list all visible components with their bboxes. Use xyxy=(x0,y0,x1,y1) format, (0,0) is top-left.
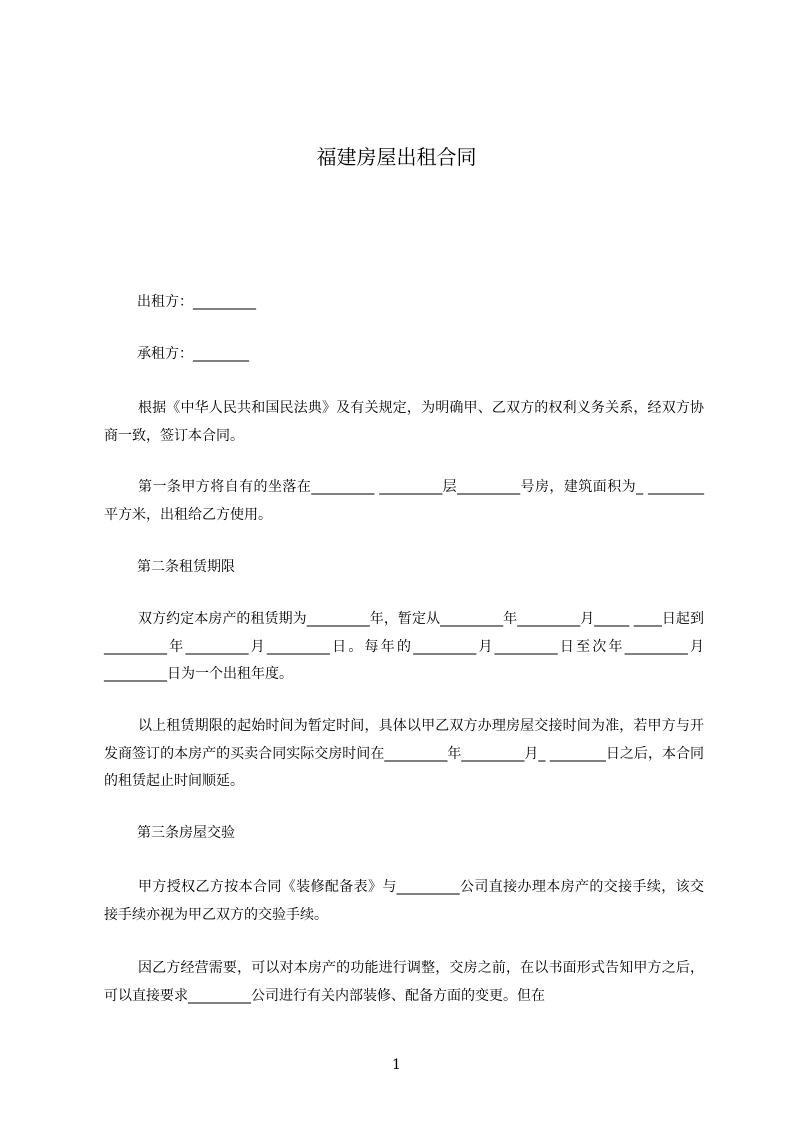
lessor-line: 出租方：_________ xyxy=(137,294,256,310)
article-2-paragraph-2: 以上租赁期限的起始时间为暂定时间，具体以甲乙双方办理房屋交接时间为准，若甲方与开发商签订的本房产的买卖合同实际交房时间在_________年_________月_ ________日之后，本合同的租赁起止时间顺延。 xyxy=(104,718,704,789)
article-3-heading: 第三条房屋交验 xyxy=(137,825,235,841)
article-2-paragraph-1: 双方约定本房产的租赁期为_________年，暂定从_________年_________月_____ ____日起到_________年_________月_________日。每年的_________月_________日至次年_________月_________日为一个出租年度。 xyxy=(104,611,704,682)
article-3-paragraph-2: 因乙方经营需要，可以对本房产的功能进行调整，交房之前，在以书面形式告知甲方之后，可以直接要求_________公司进行有关内部装修、配备方面的变更。但在 xyxy=(104,960,704,1004)
page-number: 1 xyxy=(392,1057,401,1073)
article-3-paragraph-1: 甲方授权乙方按本合同《装修配备表》与_________公司直接办理本房产的交接手续，该交接手续亦视为甲乙双方的交验手续。 xyxy=(104,879,704,923)
article-1-paragraph: 第一条甲方将自有的坐落在_________ _________层_________号房，建筑面积为_ ________平方米，出租给乙方使用。 xyxy=(104,479,704,523)
intro-paragraph: 根据《中华人民共和国民法典》及有关规定，为明确甲、乙双方的权利义务关系，经双方协商一致，签订本合同。 xyxy=(104,400,704,444)
lessee-line: 承租方：________ xyxy=(137,346,249,362)
article-2-heading: 第二条租赁期限 xyxy=(137,559,235,575)
document-title: 福建房屋出租合同 xyxy=(316,145,477,169)
